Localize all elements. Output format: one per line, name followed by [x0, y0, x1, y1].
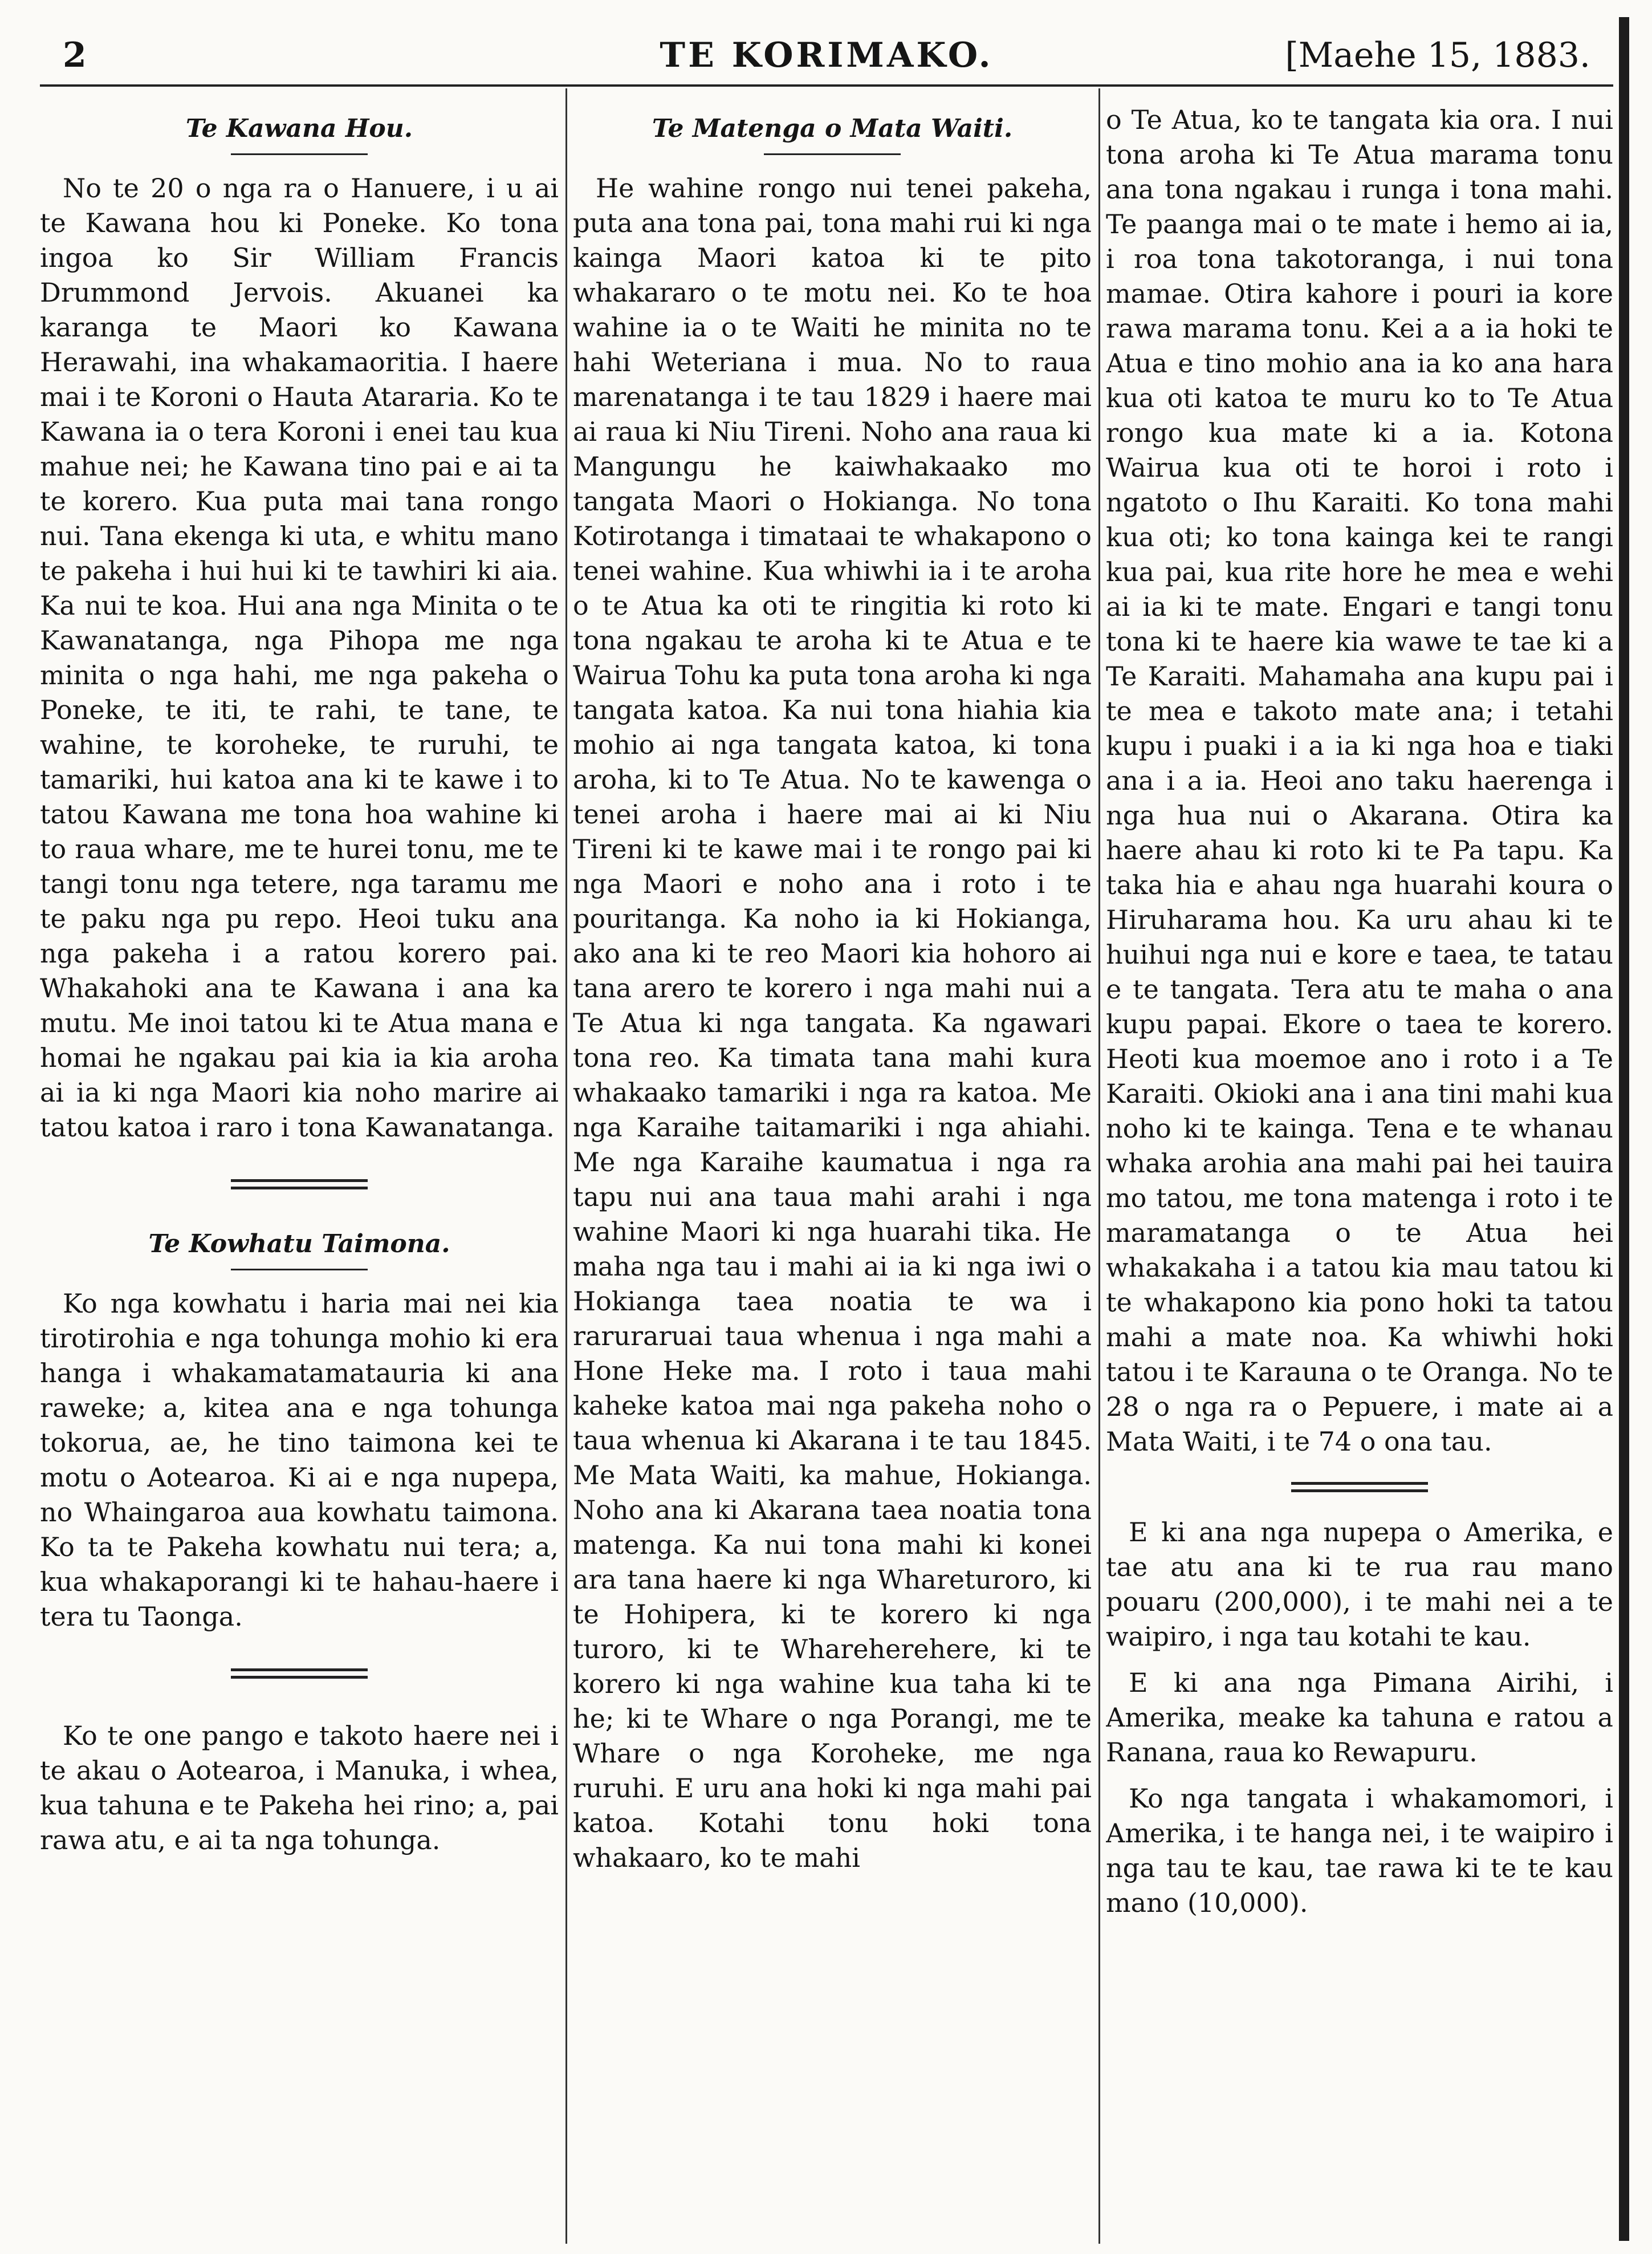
news-items: [1106, 1515, 1613, 1920]
news-item: E ki ana nga Pimana Airihi, i Amerika, meake ka tahuna e ratou a Ranana, raua ko Rewapuru.: [1106, 1667, 1613, 1768]
article-title: Te Matenga o Mata Waiti.: [652, 114, 1013, 143]
article-body: [1106, 103, 1613, 1459]
section-divider: [1291, 1482, 1428, 1492]
article-paragraph: o Te Atua, ko te tangata kia ora. I nui tona aroha ki Te Atua marama tonu ana tona ngakau i runga i tona mahi. Te paanga mai o te mate i hemo ai ia, i roa tona takotoranga, i nui tona mamae. Otira kahore i pouri ia kore rawa marama tonu. Kei a a ia hoki te Atua e tino mohio ana ia ko ana hara kua oti katoa te muru ko to Te Atua rongo kua mate ki a ia. Kotona Wairua kua oti te horoi i roto i ngatoto o Ihu Karaiti. Ko tona mahi kua oti; ko tona kainga kei te rangi kua pai, kua rite hore he mea e wehi ai ia ki te mate. Engari e tangi tonu tona ki te haere kia wawe te tae ki a Te Karaiti. Mahamaha ana kupu pai i te mea e takoto mate ana; i tetahi kupu i puaki i a ia ki nga hoa e tiaki ana i a ia. Heoi ano taku haerenga i nga hua nui o Akarana. Otira ka haere ahau ki roto ki te Pa tapu. Ka taka hia e ahau nga huarahi koura o Hiruharama hou. Ka uru ahau ki te huihui nga nui e kore e taea, te tatau e te tangata. Tera atu te maha o ana kupu papai. Ekore o taea te korero. Heoti kua moemoe ano i roto i a Te Karaiti. Okioki ana i ana tini mahi kua noho ki te kainga. Tena e te whanau whaka arohia ana mahi pai hei tauira mo tatou, me tona matenga i roto i te maramatanga o te Atua hei whakakaha i a tatou kia mau tatou ki te whakapono kia pono hoki ta tatou mahi a mate noa. Ka whiwhi hoki tatou i te Karauna o te Oranga. No te 28 o nga ra o Pepuere, i mate ai a Mata Waiti, i te 74 o ona tau.: [1106, 104, 1613, 1457]
article-body: [40, 1286, 559, 1634]
column-3: [1106, 91, 1613, 2241]
article-paragraph: He wahine rongo nui tenei pakeha, puta ana tona pai, tona mahi rui ki nga kainga Maori katoa ki te pito whakararo o te motu nei. Ko te hoa wahine ia o te Waiti he minita no te hahi Weteriana i mua. No to raua marenatanga i te tau 1829 i haere mai ai raua ki Niu Tireni. Noho ana raua ki Mangungu he kaiwhakaako mo tangata Maori o Hokianga. No tona Kotirotanga i timataai te whakapono o tenei wahine. Kua whiwhi ia i te aroha o te Atua ka oti te ringitia ki roto ki tona ngakau te aroha ki te Atua e te Wairua Tohu ka puta tona aroha ki nga tangata katoa. Ka nui tona hiahia kia mohio ai nga tangata katoa, ki tona aroha, ki to Te Atua. No te kawenga o tenei aroha i haere mai ai ki Niu Tireni ki te kawe mai i te rongo pai ki nga Maori e noho ana i roto i te pouritanga. Ka noho ia ki Hokianga, ako ana ki te reo Maori kia hohoro ai tana arero te korero i nga mahi nui a Te Atua ki nga tangata. Ka ngawari tona reo. Ka timata tana mahi kura whakaako tamariki i nga ra katoa. Me nga Karaihe taitamariki i nga ahiahi. Me nga Karaihe kaumatua i nga ra tapu nui ana taua mahi arahi i nga wahine Maori ki nga huarahi tika. He maha nga tau i mahi ai ia ki nga iwi o Hokianga taea noatia te wa i raruraruai taua whenua i nga mahi a Hone Heke ma. I roto i taua mahi kaheke katoa mai nga pakeha noho o taua whenua ki Akarana i te tau 1845. Me Mata Waiti, ka mahue, Hokianga. Noho ana ki Akarana taea noatia tona matenga. Ka nui tona mahi ki konei ara tana haere ki nga Whareturoro, ki te Hohipera, ki te korero ki nga turoro, ki te Whareherehere, ki te korero ki nga wahine kua taha ki te he; ki te Whare o nga Porangi, me te Whare o nga Koroheke, me nga ruruhi. E uru ana hoki ki nga mahi pai katoa. Kotahi tonu hoki tona whakaaro, ko te mahi: [573, 173, 1092, 1873]
news-item: E ki ana nga nupepa o Amerika, e tae atu ana ki te rua rau mano pouaru (200,000), i te mahi nei a te waipiro, i nga tau kotahi te kau.: [1106, 1517, 1613, 1652]
section-divider: [231, 1668, 368, 1679]
article-paragraph: No te 20 o nga ra o Hanuere, i u ai te Kawana hou ki Poneke. Ko tona ingoa ko Sir William Francis Drummond Jervois. Akuanei ka karanga te Maori ko Kawana Herawahi, ina whakamaoritia. I haere mai i te Koroni o Hauta Atararia. Ko te Kawana ia o tera Koroni i enei tau kua mahue nei; he Kawana tino pai e ai ta te korero. Kua puta mai tana rongo nui. Tana ekenga ki uta, e whitu mano te pakeha i hui hui ki te tawhiri ki aia. Ka nui te koa. Hui ana nga Minita o te Kawanatanga, nga Pihopa me nga minita o nga hahi, me nga pakeha o Poneke, te iti, te rahi, te tane, te wahine, te koroheke, te ruruhi, te tamariki, hui katoa ana ki te kawe i to tatou Kawana me tona hoa wahine ki to raua whare, me te hurei tonu, me te tangi tonu nga tetere, nga taramu me te paku nga pu repo. Heoi tuku ana nga pakeha i a ratou korero pai. Whakahoki ana te Kawana i ana ka mutu. Me inoi tatou ki te Atua mana e homai he ngakau pai kia ia kia aroha ai ia ki nga Maori kia noho marire ai tatou katoa i raro i tona Kawanatanga.: [40, 173, 559, 1143]
column-divider: [565, 88, 567, 2244]
section-divider: [231, 1179, 368, 1189]
column-2: [573, 91, 1092, 2241]
article-paragraph: Ko nga kowhatu i haria mai nei kia tirotirohia e nga tohunga mohio ki era hanga i whakamatamatauria ki ana raweke; a, kitea ana e nga tohunga tokorua, ae, he tino taimona kei te motu o Aotearoa. Ki ai e nga nupepa, no Whaingaroa aua kowhatu taimona. Ko ta te Pakeha kowhatu nui tera; a, kua whakaporangi ki te hahau-haere i tera tu Taonga.: [40, 1288, 559, 1632]
article-title: Te Kowhatu Taimona.: [148, 1229, 450, 1258]
page-number: 2: [63, 35, 87, 75]
article-body: [40, 1719, 559, 1858]
masthead: [40, 23, 1613, 86]
newspaper-title: TE KORIMAKO.: [660, 35, 994, 75]
title-rule: [231, 1269, 368, 1270]
column-1: [40, 91, 559, 2241]
article-body: [573, 171, 1092, 1875]
header-rule: [40, 84, 1613, 87]
title-rule: [764, 153, 901, 155]
column-divider: [1098, 88, 1100, 2244]
title-rule: [231, 153, 368, 155]
news-item: Ko nga tangata i whakamomori, i Amerika, i te hanga nei, i te waipiro i nga tau te kau, tae rawa ki te te kau mano (10,000).: [1106, 1783, 1613, 1918]
issue-date: [Maehe 15, 1883.: [1285, 35, 1590, 75]
article-title: Te Kawana Hou.: [185, 114, 413, 143]
article-body: [40, 171, 559, 1145]
page-edge: [1619, 17, 1629, 2241]
article-paragraph: Ko te one pango e takoto haere nei i te akau o Aotearoa, i Manuka, i whea, kua tahuna e te Pakeha hei rino; a, pai rawa atu, e ai ta nga tohunga.: [40, 1720, 559, 1855]
